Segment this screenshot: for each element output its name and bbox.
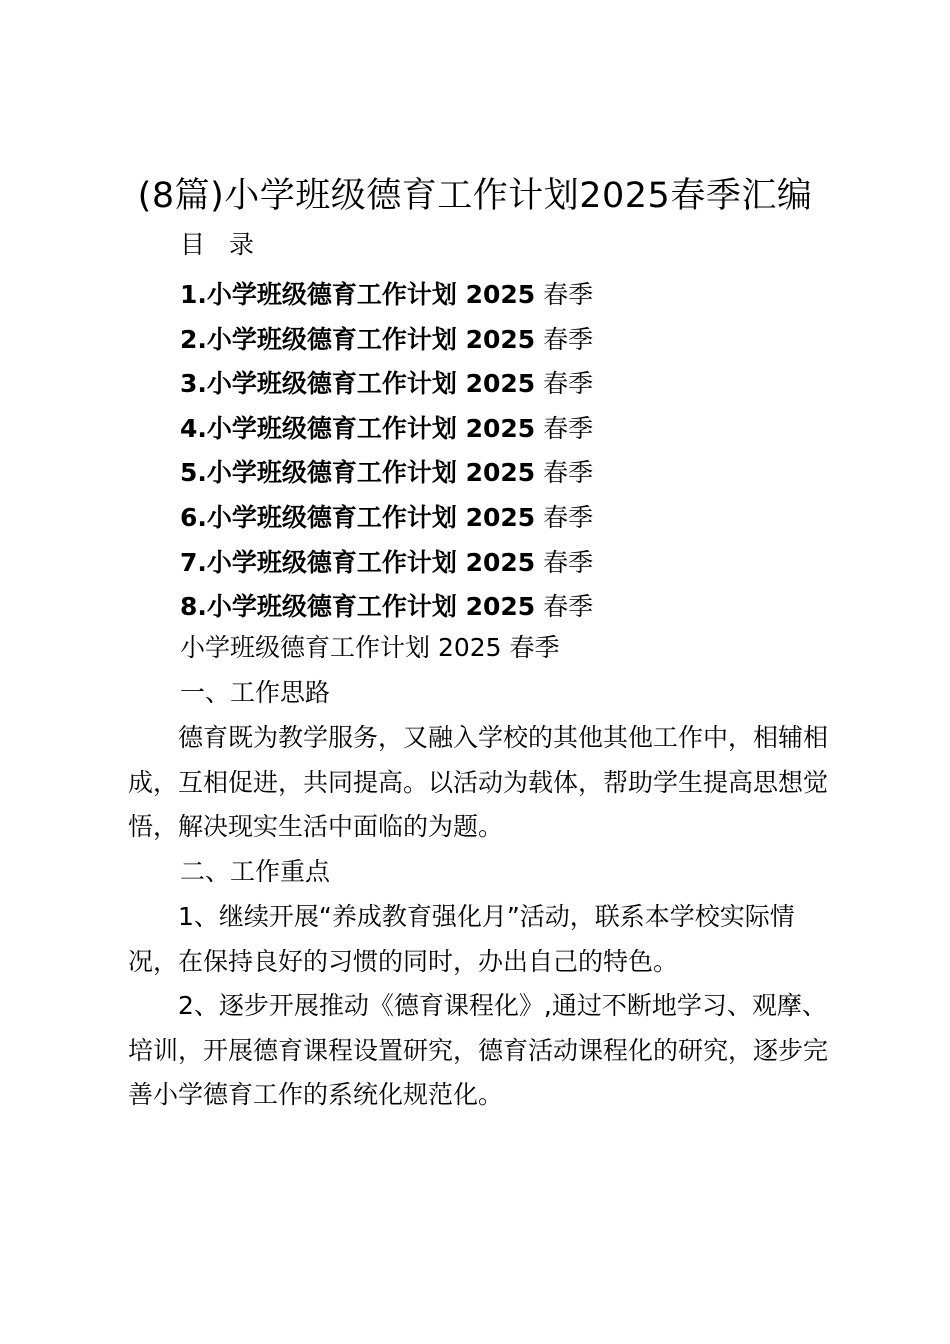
toc-item-4[interactable] — [180, 407, 593, 452]
toc-item-suffix: 春季 — [535, 413, 594, 443]
toc-item-suffix: 春季 — [535, 280, 594, 309]
toc-item-suffix: 春季 — [535, 458, 594, 488]
toc-item-suffix: 春季 — [535, 592, 594, 622]
toc-item-8[interactable] — [180, 585, 593, 630]
toc-item-number: 7. — [180, 547, 207, 577]
toc-item-5[interactable] — [180, 451, 593, 496]
toc-item-number: 4. — [180, 413, 207, 443]
focus-item-2: 2、逐步开展推动《德育课程化》,通过不断地学习、观摩、培训，开展德育课程设置研究，德育活动课程化的研究，逐步完善小学德育工作的系统化规范化。 — [128, 991, 829, 1109]
toc-item-number: 8. — [180, 592, 207, 622]
section-heading-focus: 二、工作重点 — [180, 857, 331, 886]
section-heading-approach: 一、工作思路 — [180, 678, 331, 707]
toc-item-number: 1. — [180, 280, 207, 309]
toc-heading: 目 录 — [180, 230, 262, 259]
section-paragraph-approach: 德育既为教学服务，又融入学校的其他其他工作中，相辅相成，互相促进，共同提高。以活动为载体，帮助学生提高思想觉悟，解决现实生活中面临的为题。 — [128, 723, 829, 841]
toc-item-suffix: 春季 — [535, 369, 594, 399]
toc-item-title: 小学班级德育工作计划 2025 — [206, 413, 536, 443]
table-of-contents — [180, 273, 593, 630]
toc-item-number: 2. — [180, 324, 207, 354]
toc-item-number: 6. — [180, 502, 207, 532]
toc-item-6[interactable] — [180, 496, 593, 541]
toc-item-title: 小学班级德育工作计划 2025 — [206, 280, 536, 309]
toc-item-title: 小学班级德育工作计划 2025 — [206, 502, 536, 532]
toc-item-7[interactable] — [180, 541, 593, 586]
toc-item-title: 小学班级德育工作计划 2025 — [206, 458, 536, 488]
toc-item-1[interactable] — [180, 273, 593, 318]
toc-item-title: 小学班级德育工作计划 2025 — [206, 324, 536, 354]
toc-item-number: 5. — [180, 458, 207, 488]
toc-item-title: 小学班级德育工作计划 2025 — [206, 592, 536, 622]
focus-item-1: 1、继续开展“养成教育强化月”活动，联系本学校实际情况，在保持良好的习惯的同时，办出自己的特色。 — [128, 902, 795, 976]
document-title: (8篇)小学班级德育工作计划2025春季汇编 — [137, 176, 813, 216]
toc-item-suffix: 春季 — [535, 547, 594, 577]
toc-item-2[interactable] — [180, 318, 593, 363]
plan-title: 小学班级德育工作计划 2025 春季 — [180, 633, 560, 662]
toc-item-3[interactable] — [180, 362, 593, 407]
toc-item-title: 小学班级德育工作计划 2025 — [206, 369, 536, 399]
toc-item-title: 小学班级德育工作计划 2025 — [206, 547, 536, 577]
toc-item-suffix: 春季 — [535, 324, 594, 354]
toc-item-number: 3. — [180, 369, 207, 399]
toc-item-suffix: 春季 — [535, 502, 594, 532]
